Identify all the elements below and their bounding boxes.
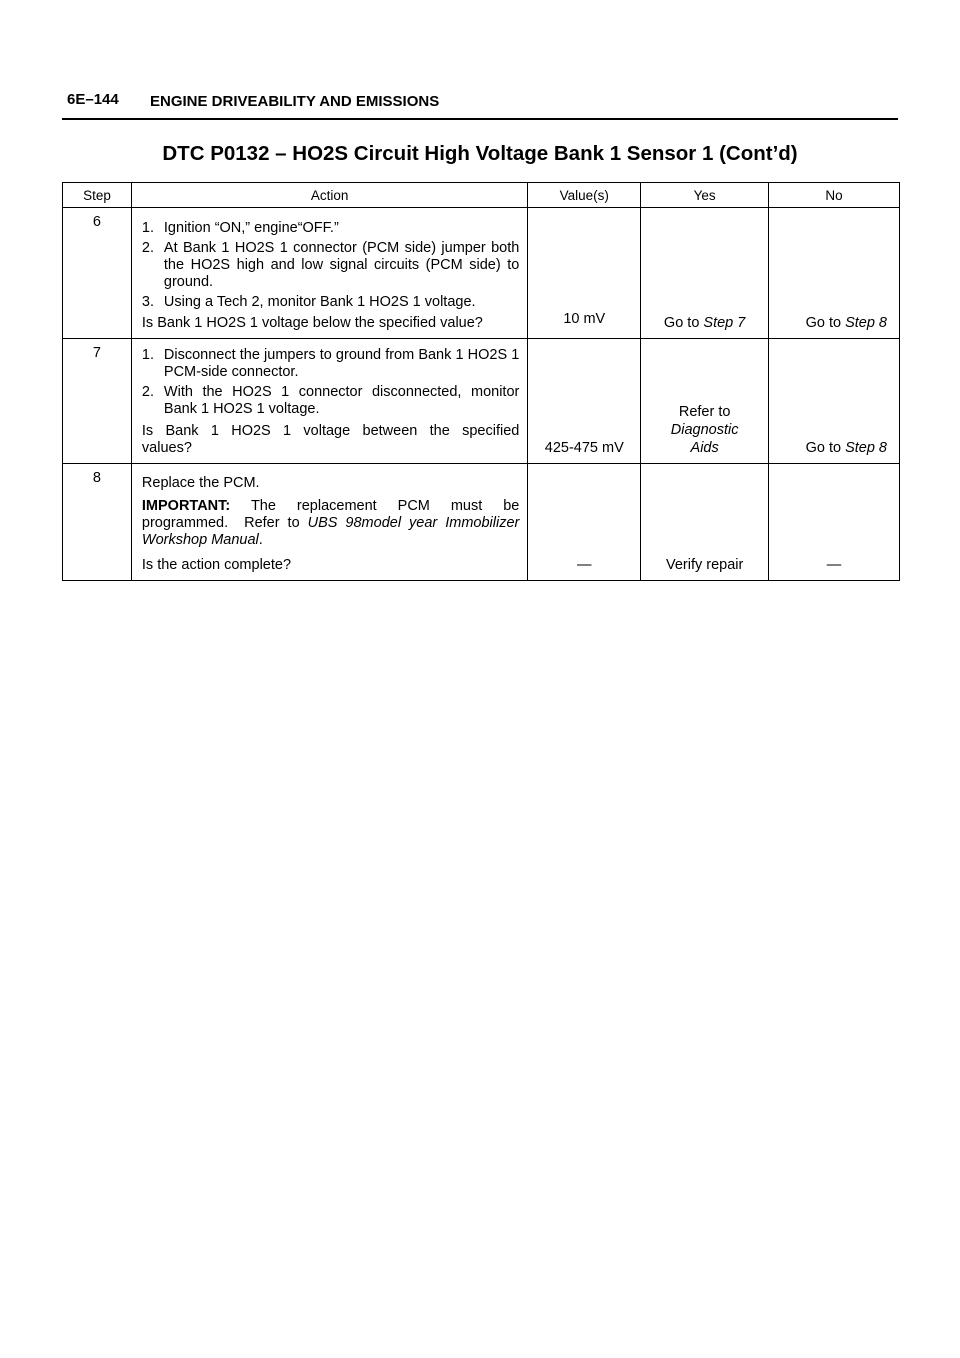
column-header-step: Step xyxy=(63,183,132,208)
question: Is Bank 1 HO2S 1 voltage between the specified xyxy=(141,423,520,439)
no-cell: Go to Step 8 xyxy=(769,339,900,464)
question: Is Bank 1 HO2S 1 voltage below the specified value? xyxy=(141,315,483,331)
table-header-row xyxy=(63,183,900,208)
document-title: DTC P0132 – HO2S Circuit High Voltage Bank 1 Sensor 1 (Cont’d) xyxy=(162,142,798,165)
step-reference: Step 8 xyxy=(845,315,887,331)
step-number: 8 xyxy=(63,464,132,581)
question-continued: values? xyxy=(141,440,192,456)
value-cell: 10 mV xyxy=(528,208,641,339)
important-note: IMPORTANT: The replacement PCM must be programmed. Refer to UBS 98model year Immobilizer Workshop Manual. xyxy=(141,498,524,548)
list-item: 2. At Bank 1 HO2S 1 connector (PCM side) jumper both the HO2S high and low signal circuits (PCM side) to ground. xyxy=(141,240,520,290)
action-cell xyxy=(131,464,527,581)
step-number: 7 xyxy=(63,339,132,464)
value-cell: — xyxy=(528,464,641,581)
step-reference: Step 8 xyxy=(845,440,887,456)
yes-cell: Refer to Diagnostic Aids xyxy=(641,339,769,464)
list-item: 1. Disconnect the jumpers to ground from Bank 1 HO2S 1 PCM-side connector. xyxy=(141,347,520,380)
diagnostic-table xyxy=(62,182,900,581)
yes-cell: Go to Step 7 xyxy=(641,208,769,339)
section-title: ENGINE DRIVEABILITY AND EMISSIONS xyxy=(150,93,440,110)
action-cell xyxy=(131,208,527,339)
list-item: 1. Ignition “ON,” engine“OFF.” xyxy=(141,220,339,236)
manual-reference: UBS 98model year Immobilizer Workshop Manual xyxy=(141,515,520,548)
page-number: 6E–144 xyxy=(67,91,119,108)
list-item: 3. Using a Tech 2, monitor Bank 1 HO2S 1 voltage. xyxy=(141,294,476,310)
no-cell: — xyxy=(769,464,900,581)
step-number: 6 xyxy=(63,208,132,339)
column-header-yes: Yes xyxy=(641,183,769,208)
no-cell: Go to Step 8 xyxy=(769,208,900,339)
page-header xyxy=(62,88,898,120)
yes-cell: Verify repair xyxy=(641,464,769,581)
value-cell: 425-475 mV xyxy=(528,339,641,464)
step-reference: Step 7 xyxy=(703,315,746,331)
table-row xyxy=(63,208,900,339)
table-row xyxy=(63,339,900,464)
action-text: Replace the PCM. xyxy=(141,475,260,491)
column-header-no: No xyxy=(769,183,900,208)
column-header-action: Action xyxy=(131,183,527,208)
important-label: IMPORTANT: xyxy=(141,498,231,514)
question: Is the action complete? xyxy=(141,557,292,573)
table-row xyxy=(63,464,900,581)
action-cell xyxy=(131,339,527,464)
column-header-values: Value(s) xyxy=(528,183,641,208)
diagnostic-aids-reference: Diagnostic xyxy=(670,422,739,438)
list-item: 2. With the HO2S 1 connector disconnected, monitor Bank 1 HO2S 1 voltage. xyxy=(141,384,520,417)
